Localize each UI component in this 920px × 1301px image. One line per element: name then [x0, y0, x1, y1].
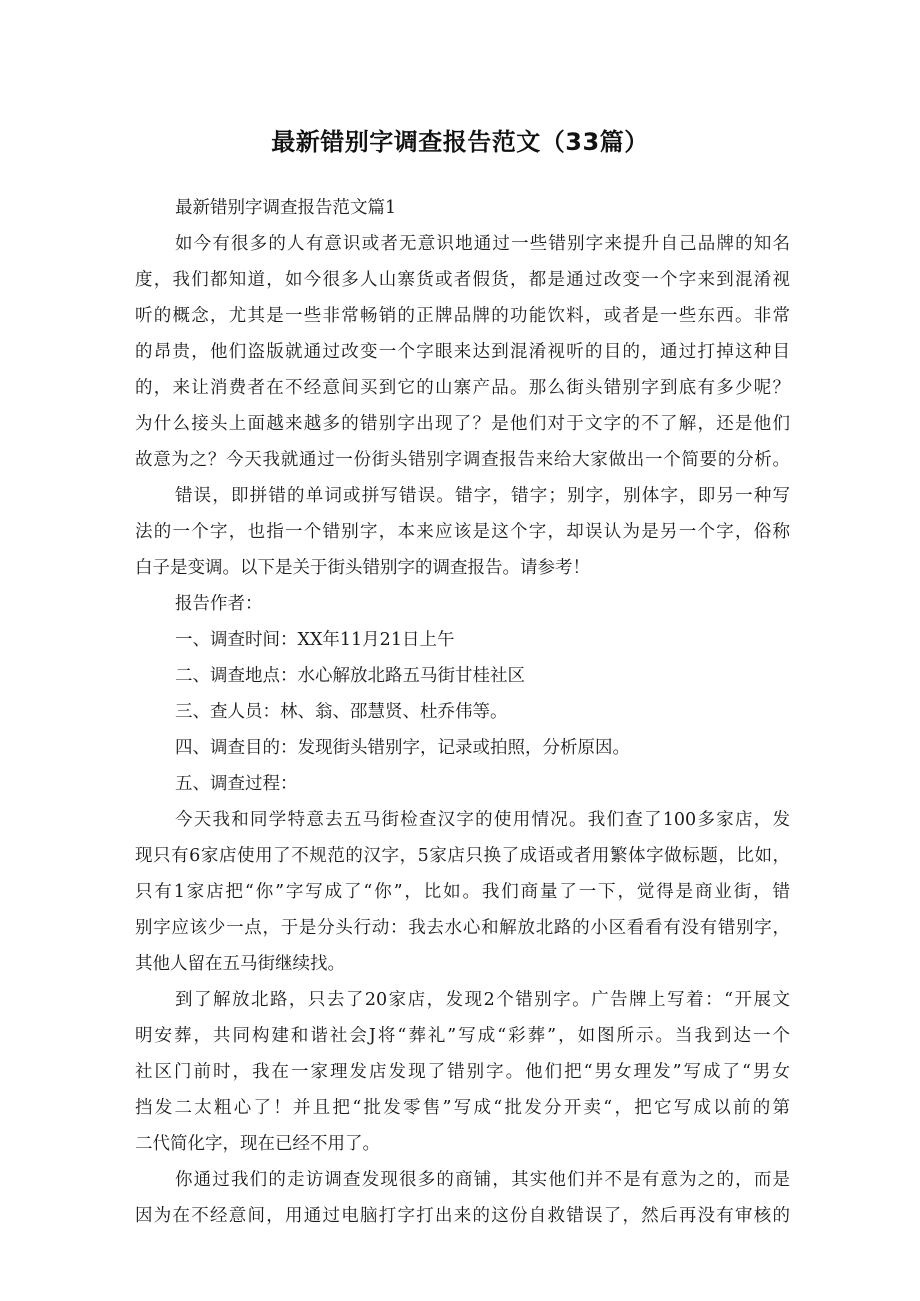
paragraph-line: 的，来让消费者在不经意间买到它的山寨产品。那么街头错别字到底有多少呢？ — [135, 378, 790, 398]
paragraph-line: 错误，即拼错的单词或拼写错误。错字，错字；别字，别体字，即另一种写 — [175, 486, 790, 506]
paragraph-line: 只有1家店把“你”字写成了“你”，比如。我们商量了一下，觉得是商业街，错 — [135, 882, 790, 902]
paragraph-line: 听的概念，尤其是一些非常畅销的正牌品牌的功能饮料，或者是一些东西。非常 — [135, 306, 790, 326]
report-author-label: 报告作者： — [175, 594, 263, 614]
paragraph-line: 度，我们都知道，如今很多人山寨货或者假货，都是通过改变一个字来到混淆视 — [135, 270, 790, 290]
document-title: 最新错别字调查报告范文（33篇） — [271, 128, 649, 156]
paragraph-line: 的昂贵，他们盗版就通过改变一个字眼来达到混淆视听的目的，通过打掉这种目 — [135, 342, 790, 362]
paragraph-line: 挡发二太粗心了！并且把“批发零售”写成“批发分开卖“，把它写成以前的第 — [135, 1098, 790, 1118]
paragraph-line: 因为在不经意间，用通过电脑打字打出来的这份自救错误了，然后再没有审核的 — [135, 1206, 790, 1226]
section-heading: 最新错别字调查报告范文篇1 — [175, 198, 397, 218]
paragraph-line: 二代简化字，现在已经不用了。 — [135, 1134, 380, 1154]
list-item: 三、查人员：林、翁、邵慧贤、杜乔伟等。 — [175, 702, 508, 722]
paragraph-line: 别字应该少一点，于是分头行动：我去水心和解放北路的小区看看有没有错别字， — [135, 918, 790, 938]
paragraph-line: 到了解放北路，只去了20家店，发现2个错别字。广告牌上写着：“开展文 — [175, 990, 790, 1010]
paragraph-line: 法的一个字，也指一个错别字，本来应该是这个字，却误认为是另一个字，俗称 — [135, 522, 790, 542]
list-item: 五、调查过程： — [175, 774, 298, 794]
paragraph-line: 为什么接头上面越来越多的错别字出现了？是他们对于文字的不了解，还是他们 — [135, 414, 790, 434]
paragraph-line: 故意为之？今天我就通过一份街头错别字调查报告来给大家做出一个简要的分析。 — [135, 450, 790, 470]
paragraph-line: 社区门前时，我在一家理发店发现了错别字。他们把“男女理发”写成了“男女 — [135, 1062, 790, 1082]
list-item: 四、调查目的：发现街头错别字，记录或拍照，分析原因。 — [175, 738, 630, 758]
paragraph-line: 其他人留在五马街继续找。 — [135, 954, 345, 974]
paragraph-line: 今天我和同学特意去五马街检查汉字的使用情况。我们查了100多家店，发 — [175, 810, 790, 830]
paragraph-line: 如今有很多的人有意识或者无意识地通过一些错别字来提升自己品牌的知名 — [175, 234, 790, 254]
paragraph-line: 明安葬，共同构建和谐社会J将“葬礼”写成“彩葬”，如图所示。当我到达一个 — [135, 1026, 790, 1046]
paragraph-line: 白子是变调。以下是关于街头错别字的调查报告。请参考！ — [135, 558, 590, 578]
paragraph-line: 现只有6家店使用了不规范的汉字，5家店只换了成语或者用繁体字做标题，比如， — [135, 846, 790, 866]
document-body — [135, 190, 790, 1234]
list-item: 一、调查时间：XX年11月21日上午 — [175, 630, 455, 650]
list-item: 二、调查地点：水心解放北路五马街甘桂社区 — [175, 666, 525, 686]
paragraph-line: 你通过我们的走访调查发现很多的商铺，其实他们并不是有意为之的，而是 — [175, 1170, 790, 1190]
